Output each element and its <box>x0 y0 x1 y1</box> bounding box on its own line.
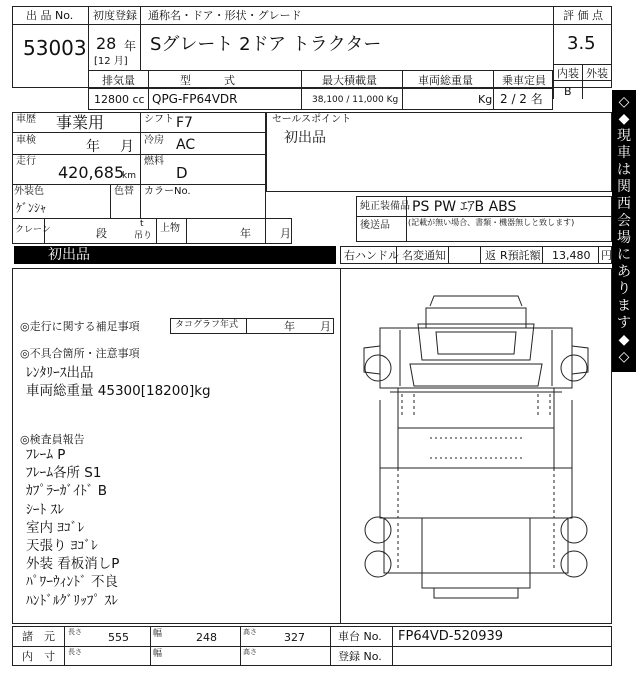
inner-width-label: 幅 <box>153 649 163 659</box>
recycle-unit: 円 <box>601 249 612 262</box>
aftermarket-label: 後送品 <box>360 220 390 231</box>
upper-year: 年 <box>240 227 251 240</box>
fuel: D <box>176 164 188 182</box>
displacement: 12800 cc <box>94 93 145 106</box>
inner-dims-label: 内 寸 <box>22 650 55 663</box>
crane-stage: 段 <box>96 227 107 240</box>
inner-length-label: 長さ <box>68 648 82 656</box>
inspector-report-title: ◎検査員報告 <box>20 433 85 446</box>
sidebar-char: り <box>617 281 631 297</box>
gross-weight-label: 車両総重量 <box>418 74 473 87</box>
sidebar-char: 西 <box>617 196 631 212</box>
car-name: Sグレート 2ドア トラクター <box>150 34 382 55</box>
sidebar-char: 現 <box>617 128 631 144</box>
tachograph-month: 月 <box>320 320 331 333</box>
tachograph-year: 年 <box>284 320 295 333</box>
reg-year-unit: 年 <box>124 39 137 53</box>
sales-point-label: セールスポイント <box>272 114 352 125</box>
reg-year: 28 <box>96 34 117 53</box>
name-label: 通称名・ドア・形状・グレード <box>148 9 302 22</box>
capacity: 2 / 2 名 <box>500 92 543 106</box>
inspector-item: 外装 看板消しP <box>26 556 120 573</box>
capacity-label: 乗車定員 <box>502 74 546 87</box>
inner-height-label: 高さ <box>243 648 257 656</box>
standard-equipment-label: 純正装備品 <box>360 201 410 212</box>
max-load-label: 最大積載量 <box>322 74 377 87</box>
length-label: 長さ <box>68 628 82 636</box>
cooling: AC <box>176 137 196 153</box>
crane-row <box>12 218 292 244</box>
sidebar-char: ま <box>617 298 631 314</box>
inspection-label: 車検 <box>16 135 36 146</box>
chassis-no: FP64VD-520939 <box>398 629 504 644</box>
sidebar-char: ◇ <box>618 94 630 110</box>
registration-label: 登録 No. <box>338 650 382 663</box>
upper-month: 月 <box>280 227 291 240</box>
length: 555 <box>108 631 129 644</box>
defects-list <box>26 364 211 400</box>
inspector-item: ﾊﾟﾜｰｳｨﾝﾄﾞ 不良 <box>26 574 119 591</box>
recycle-amount: 13,480 <box>552 249 591 262</box>
interior-label: 内装 <box>557 67 579 80</box>
driving-notes-title: ◎走行に関する補足事項 <box>20 320 140 333</box>
inspection-year: 年 <box>86 139 100 155</box>
sidebar-char: に <box>617 247 631 263</box>
inspector-report-list <box>26 446 119 610</box>
interior-grade: B <box>564 85 572 98</box>
mileage-label: 走行 <box>16 156 36 167</box>
height: 327 <box>284 631 305 644</box>
chassis-label: 車台 No. <box>338 630 382 643</box>
first-listing-banner <box>14 246 336 264</box>
standard-equipment: PS PW ｴｱB ABS <box>412 199 517 215</box>
rating-label: 評 価 点 <box>563 9 603 22</box>
tachograph-label: タコグラフ年式 <box>175 320 239 330</box>
model: QPG-FP64VDR <box>152 92 238 106</box>
inspector-item: 天張り ﾖｺﾞﾚ <box>26 538 98 555</box>
crane-ton-unit: t <box>140 219 144 229</box>
lot-no: 53003 <box>23 36 87 60</box>
rating-score: 3.5 <box>567 33 596 54</box>
inspector-item: ﾊﾝﾄﾞﾙｸﾞﾘｯﾌﾟ ｽﾚ <box>26 592 119 609</box>
first-listing-text: 初出品 <box>48 247 90 263</box>
history: 事業用 <box>56 113 105 132</box>
color-no-label: カラーNo. <box>144 186 191 197</box>
reg-month: [12 月] <box>94 56 128 67</box>
shift-label: シフト <box>144 114 174 125</box>
displacement-label: 排気量 <box>102 74 135 87</box>
model-label: 型 式 <box>180 74 235 87</box>
sidebar-char: ◆ <box>618 332 630 348</box>
defect-item: 車両総重量 45300[18200]kg <box>26 383 211 400</box>
exterior-label: 外装 <box>586 67 608 80</box>
shift: F7 <box>176 115 193 131</box>
sidebar-char: ◆ <box>618 111 630 127</box>
sidebar-char: は <box>617 162 631 178</box>
gross-weight-unit: Kg <box>478 93 493 106</box>
aftermarket-note: (記載が無い場合、書類・機器無しと致します) <box>408 218 575 227</box>
steering: 右ハンドル <box>344 249 399 262</box>
inspector-item: ｶﾌﾟﾗｰｶﾞｲﾄﾞ B <box>26 483 108 500</box>
mileage-unit: km <box>122 171 136 181</box>
color-change-label: 色替 <box>114 186 134 197</box>
sidebar-char: ◇ <box>618 349 630 365</box>
inspection-month: 月 <box>120 139 134 155</box>
history-label: 車歴 <box>16 114 36 125</box>
lot-no-label: 出 品 No. <box>26 9 74 22</box>
upper-label: 上物 <box>160 223 180 234</box>
cooling-label: 冷房 <box>144 135 164 146</box>
mileage: 420,685 <box>58 163 125 182</box>
truck-diagram <box>340 268 612 624</box>
max-load: 38,100 / 11,000 Kg <box>312 95 399 105</box>
defects-title: ◎不具合箇所・注意事項 <box>20 347 140 360</box>
width: 248 <box>196 631 217 644</box>
sidebar-char: 会 <box>617 213 631 229</box>
dims-label: 諸 元 <box>22 630 55 643</box>
height-label: 高さ <box>243 628 257 636</box>
inspector-item: ｼｰﾄ ｽﾚ <box>26 501 65 518</box>
refund-label: 返 <box>485 249 496 262</box>
sidebar-char: あ <box>617 264 631 280</box>
ext-color-label: 外装色 <box>14 186 44 197</box>
sidebar-char: す <box>617 315 631 331</box>
ext-color: ｹﾞﾝｼｬ <box>16 201 47 215</box>
sidebar-char: 関 <box>617 179 631 195</box>
sidebar-char: 場 <box>617 230 631 246</box>
crane-ton: 吊り <box>134 231 153 241</box>
inspector-item: ﾌﾚｰﾑ P <box>26 447 66 463</box>
first-reg-label: 初度登録 <box>93 9 137 22</box>
fuel-label: 燃料 <box>144 156 164 167</box>
inspector-item: 室内 ﾖｺﾞﾚ <box>26 519 85 536</box>
defect-item: ﾚﾝﾀﾘｰｽ出品 <box>26 365 94 381</box>
sidebar-banner <box>612 90 636 372</box>
recycle-label: R預託額 <box>500 249 541 262</box>
inspector-item: ﾌﾚｰﾑ各所 S1 <box>26 465 102 482</box>
crane-label: クレーン <box>15 225 51 235</box>
width-label: 幅 <box>153 629 163 639</box>
sales-point-text: 初出品 <box>284 130 326 146</box>
name-change-label: 名変通知 <box>402 249 446 262</box>
sidebar-char: 車 <box>617 145 631 161</box>
